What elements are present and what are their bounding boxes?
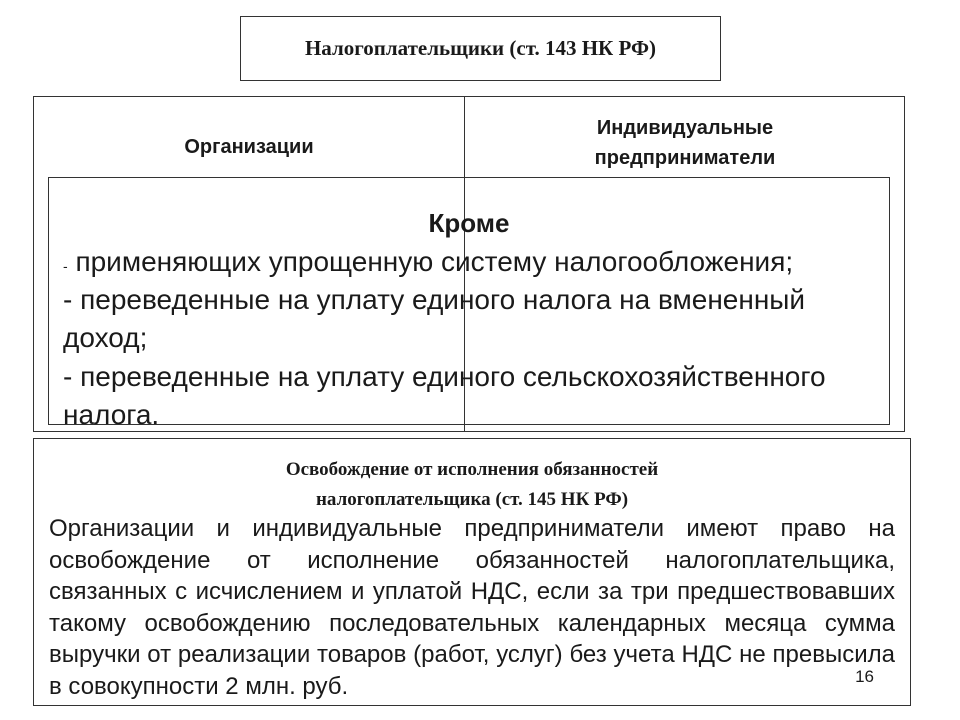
page-number: 16: [855, 667, 874, 686]
exception-item: [63, 246, 793, 278]
organizations-label: Организации: [184, 136, 314, 158]
title-box: [240, 16, 721, 81]
exception-heading: Кроме: [428, 208, 510, 238]
exception-item: - переведенные на уплату единого сельскохозяйственного: [63, 361, 826, 392]
page-title: Налогоплательщики (ст. 143 НК РФ): [304, 36, 657, 60]
exception-box: [48, 177, 890, 430]
exception-dash: -: [63, 258, 68, 274]
exception-text: применяющих упрощенную систему налогообложения;: [67, 246, 794, 277]
exemption-title: [34, 455, 910, 515]
entrepreneurs-label-line1: Индивидуальные: [596, 117, 774, 139]
exemption-title-line2: налогоплательщика (ст. 145 НК РФ): [315, 489, 629, 510]
entrepreneurs-label-line2: предприниматели: [594, 147, 776, 169]
exemption-text: Организации и индивидуальные предприниматели имеют право на освобождение от исполнение обязанностей налогоплательщика, связанных с исчислением и уплатой НДС, если за три предшествовавших такому освобождению последовательных календарных месяца сумма выручки от реализации товаров (работ, услуг) без учета НДС не превысила в совокупности 2 млн. руб.: [49, 515, 895, 700]
exception-item-continued: налога.: [63, 399, 160, 430]
exemption-title-line1: Освобождение от исполнения обязанностей: [285, 459, 659, 480]
exemption-box: [33, 438, 911, 706]
exception-item: - переведенные на уплату единого налога на вмененный: [63, 284, 806, 315]
exception-item-continued: доход;: [63, 322, 148, 353]
